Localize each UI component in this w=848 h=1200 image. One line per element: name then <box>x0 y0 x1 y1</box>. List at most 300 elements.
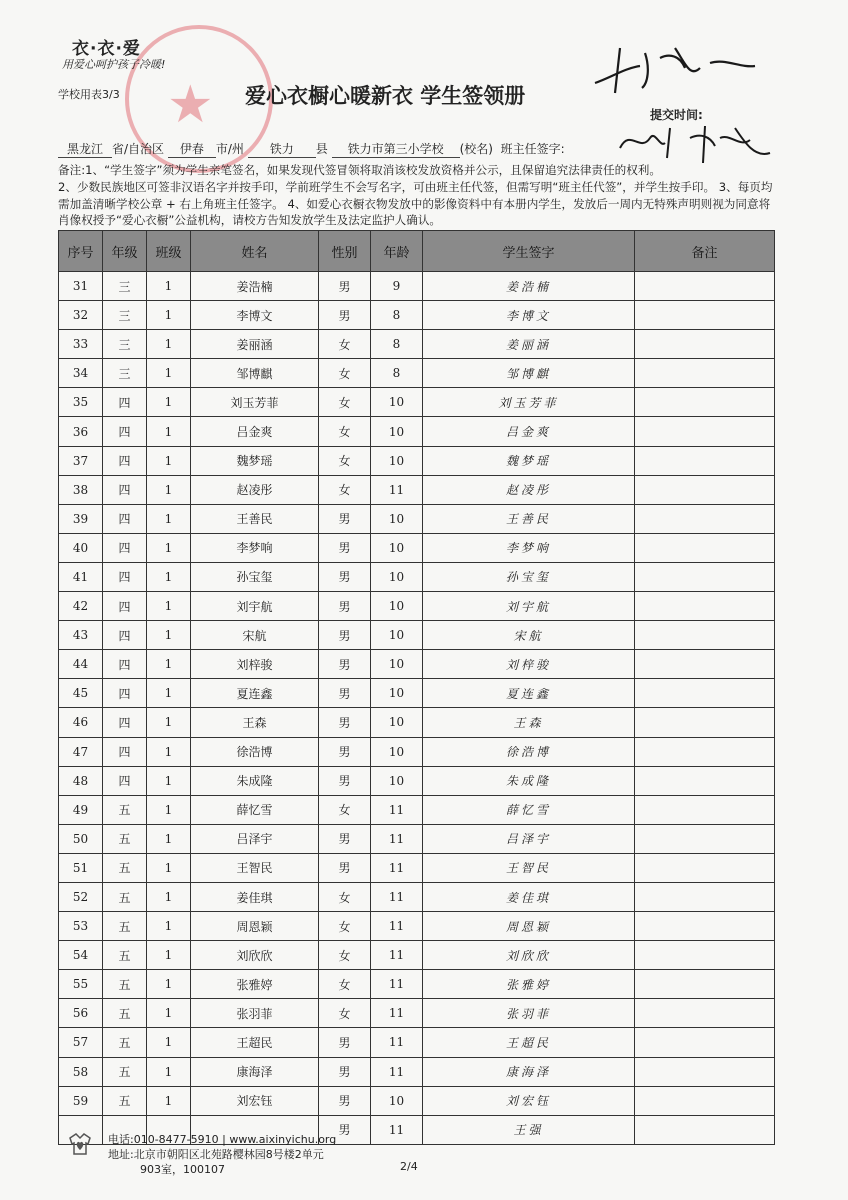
row-number-cell: 32 <box>59 301 103 330</box>
gender-cell: 男 <box>319 737 371 766</box>
remark-cell <box>635 882 775 911</box>
grade-cell: 五 <box>103 795 147 824</box>
gender-cell: 男 <box>319 766 371 795</box>
gender-cell: 女 <box>319 999 371 1028</box>
remark-cell <box>635 388 775 417</box>
table-row <box>59 882 775 911</box>
class-cell: 1 <box>147 533 191 562</box>
grade-cell: 三 <box>103 330 147 359</box>
row-number-cell: 53 <box>59 912 103 941</box>
grade-cell: 四 <box>103 446 147 475</box>
row-number-cell: 57 <box>59 1028 103 1057</box>
grade-cell: 四 <box>103 766 147 795</box>
age-cell: 10 <box>371 533 423 562</box>
age-cell: 10 <box>371 1086 423 1115</box>
grade-cell: 四 <box>103 737 147 766</box>
class-cell: 1 <box>147 795 191 824</box>
student-signature-cell: 吕金爽 <box>423 417 635 446</box>
row-number-cell: 35 <box>59 388 103 417</box>
grade-cell: 四 <box>103 621 147 650</box>
table-row <box>59 330 775 359</box>
class-cell: 1 <box>147 1086 191 1115</box>
remark-cell <box>635 766 775 795</box>
remark-cell <box>635 446 775 475</box>
class-cell: 1 <box>147 301 191 330</box>
row-number-cell: 47 <box>59 737 103 766</box>
row-number-cell: 52 <box>59 882 103 911</box>
column-header: 学生签字 <box>423 231 635 272</box>
student-signature-cell: 薛忆雪 <box>423 795 635 824</box>
school-form-label: 学校用表3/3 <box>58 88 120 101</box>
row-number-cell: 49 <box>59 795 103 824</box>
row-number-cell: 38 <box>59 475 103 504</box>
class-cell: 1 <box>147 912 191 941</box>
age-cell: 10 <box>371 679 423 708</box>
note-line: 2、少数民族地区可签非汉语名字并按手印，学前班学生不会写名字，可由班主任代签，但需写明“班主任代签”，并学生按手印。 3、每页均需加盖清晰学校公章 + 右上角班主任签字。 4、如爱心衣橱衣物发放中的影像资料中有本册内学生，发放后一周内无特殊声明则视为同意将肖像权授予“爱心衣橱”公益机构，请校方告知发放学生及法定监护人确认。 <box>58 179 773 228</box>
remark-cell <box>635 824 775 853</box>
row-number-cell: 58 <box>59 1057 103 1086</box>
student-signature-cell: 姜丽涵 <box>423 330 635 359</box>
table-row <box>59 446 775 475</box>
remark-cell <box>635 650 775 679</box>
gender-cell: 男 <box>319 708 371 737</box>
student-name-cell: 刘宏钰 <box>191 1086 319 1115</box>
age-cell: 11 <box>371 824 423 853</box>
grade-cell: 五 <box>103 912 147 941</box>
district-value: 铁力 <box>248 140 316 158</box>
class-cell: 1 <box>147 621 191 650</box>
age-cell: 10 <box>371 504 423 533</box>
gender-cell: 男 <box>319 1057 371 1086</box>
row-number-cell: 31 <box>59 272 103 301</box>
student-name-cell: 康海泽 <box>191 1057 319 1086</box>
table-row <box>59 650 775 679</box>
class-cell: 1 <box>147 941 191 970</box>
table-row <box>59 795 775 824</box>
table-row <box>59 388 775 417</box>
row-number-cell: 36 <box>59 417 103 446</box>
table-row <box>59 708 775 737</box>
city-value: 伊春 <box>168 140 216 158</box>
teacher-signature-top <box>590 38 760 98</box>
remark-cell <box>635 1086 775 1115</box>
student-name-cell: 宋航 <box>191 621 319 650</box>
age-cell: 11 <box>371 475 423 504</box>
grade-cell: 五 <box>103 1057 147 1086</box>
province-suffix: 省/自治区 <box>112 142 165 156</box>
province-value: 黑龙江 <box>58 140 112 158</box>
table-row <box>59 272 775 301</box>
class-cell: 1 <box>147 272 191 301</box>
column-header: 班级 <box>147 231 191 272</box>
gender-cell: 男 <box>319 272 371 301</box>
student-signature-cell: 刘宏钰 <box>423 1086 635 1115</box>
row-number-cell: 46 <box>59 708 103 737</box>
age-cell: 10 <box>371 737 423 766</box>
gender-cell: 女 <box>319 970 371 999</box>
remark-cell <box>635 708 775 737</box>
gender-cell: 女 <box>319 388 371 417</box>
age-cell: 11 <box>371 912 423 941</box>
grade-cell: 四 <box>103 417 147 446</box>
student-name-cell: 姜丽涵 <box>191 330 319 359</box>
gender-cell: 男 <box>319 621 371 650</box>
remark-cell <box>635 592 775 621</box>
student-signature-cell: 张雅婷 <box>423 970 635 999</box>
class-cell: 1 <box>147 853 191 882</box>
row-number-cell: 40 <box>59 533 103 562</box>
gender-cell: 男 <box>319 1115 371 1144</box>
row-number-cell: 43 <box>59 621 103 650</box>
student-name-cell: 刘梓骏 <box>191 650 319 679</box>
student-signature-cell: 吕泽宇 <box>423 824 635 853</box>
gender-cell: 男 <box>319 853 371 882</box>
class-cell: 1 <box>147 737 191 766</box>
student-signature-cell: 夏连鑫 <box>423 679 635 708</box>
star-icon: ★ <box>167 75 214 135</box>
grade-cell: 三 <box>103 359 147 388</box>
page-title: 爱心衣橱心暖新衣 学生签领册 <box>245 84 526 108</box>
column-header: 姓名 <box>191 231 319 272</box>
remark-cell <box>635 562 775 591</box>
student-signature-cell: 康海泽 <box>423 1057 635 1086</box>
gender-cell: 女 <box>319 330 371 359</box>
grade-cell: 四 <box>103 708 147 737</box>
table-row <box>59 766 775 795</box>
class-cell: 1 <box>147 708 191 737</box>
footer-address-line2: 903室，100107 <box>140 1163 225 1176</box>
student-name-cell: 朱成隆 <box>191 766 319 795</box>
age-cell: 9 <box>371 272 423 301</box>
row-number-cell: 42 <box>59 592 103 621</box>
remark-cell <box>635 912 775 941</box>
remark-cell <box>635 1028 775 1057</box>
remark-cell <box>635 621 775 650</box>
table-row <box>59 359 775 388</box>
table-row <box>59 533 775 562</box>
gender-cell: 女 <box>319 359 371 388</box>
gender-cell: 男 <box>319 504 371 533</box>
student-signature-cell: 宋航 <box>423 621 635 650</box>
student-signature-cell: 李梦响 <box>423 533 635 562</box>
grade-cell: 五 <box>103 999 147 1028</box>
column-header: 性别 <box>319 231 371 272</box>
school-value: 铁力市第三小学校 <box>332 140 460 158</box>
gender-cell: 女 <box>319 882 371 911</box>
table-row <box>59 970 775 999</box>
age-cell: 8 <box>371 301 423 330</box>
gender-cell: 女 <box>319 795 371 824</box>
student-signature-cell: 周恩颖 <box>423 912 635 941</box>
note-line: 备注:1、“学生签字”须为学生亲笔签名，如果发现代签冒领将取消该校发放资格并公示，且保留追究法律责任的权利。 <box>58 163 661 177</box>
student-signature-cell: 孙宝玺 <box>423 562 635 591</box>
student-name-cell: 李博文 <box>191 301 319 330</box>
student-signature-cell: 王善民 <box>423 504 635 533</box>
remark-cell <box>635 999 775 1028</box>
age-cell: 10 <box>371 446 423 475</box>
table-row <box>59 592 775 621</box>
age-cell: 11 <box>371 941 423 970</box>
gender-cell: 女 <box>319 941 371 970</box>
remark-cell <box>635 330 775 359</box>
remark-cell <box>635 795 775 824</box>
gender-cell: 男 <box>319 533 371 562</box>
grade-cell: 五 <box>103 882 147 911</box>
student-signature-cell: 魏梦瑶 <box>423 446 635 475</box>
row-number-cell: 33 <box>59 330 103 359</box>
column-header: 备注 <box>635 231 775 272</box>
student-signature-cell: 刘梓骏 <box>423 650 635 679</box>
student-name-cell: 魏梦瑶 <box>191 446 319 475</box>
remark-cell <box>635 272 775 301</box>
footer-address: 地址:北京市朝阳区北苑路樱林园8号楼2单元 <box>108 1148 324 1161</box>
table-row <box>59 562 775 591</box>
class-cell: 1 <box>147 330 191 359</box>
student-signature-cell: 王超民 <box>423 1028 635 1057</box>
class-cell: 1 <box>147 446 191 475</box>
student-name-cell: 王森 <box>191 708 319 737</box>
student-signature-cell: 王智民 <box>423 853 635 882</box>
student-signature-cell: 朱成隆 <box>423 766 635 795</box>
student-roster-table <box>58 230 775 1145</box>
age-cell: 10 <box>371 766 423 795</box>
student-name-cell: 王善民 <box>191 504 319 533</box>
table-row <box>59 941 775 970</box>
student-name-cell: 吕金爽 <box>191 417 319 446</box>
gender-cell: 男 <box>319 824 371 853</box>
remark-cell <box>635 1115 775 1144</box>
row-number-cell: 45 <box>59 679 103 708</box>
row-number-cell: 54 <box>59 941 103 970</box>
age-cell: 10 <box>371 592 423 621</box>
row-number-cell: 37 <box>59 446 103 475</box>
class-cell: 1 <box>147 970 191 999</box>
grade-cell: 四 <box>103 679 147 708</box>
table-row <box>59 737 775 766</box>
district-suffix: 县 <box>315 142 328 156</box>
grade-cell: 四 <box>103 475 147 504</box>
gender-cell: 男 <box>319 650 371 679</box>
page-number: 2/4 <box>400 1160 418 1173</box>
class-cell: 1 <box>147 679 191 708</box>
row-number-cell: 41 <box>59 562 103 591</box>
age-cell: 11 <box>371 795 423 824</box>
grade-cell: 五 <box>103 853 147 882</box>
student-signature-cell: 赵凌彤 <box>423 475 635 504</box>
table-row <box>59 679 775 708</box>
age-cell: 10 <box>371 388 423 417</box>
gender-cell: 男 <box>319 592 371 621</box>
teacher-signature <box>615 118 775 168</box>
age-cell: 10 <box>371 562 423 591</box>
gender-cell: 男 <box>319 1028 371 1057</box>
row-number-cell: 34 <box>59 359 103 388</box>
logo-title: 衣·衣·爱 <box>72 39 141 59</box>
gender-cell: 女 <box>319 417 371 446</box>
column-header: 序号 <box>59 231 103 272</box>
row-number-cell: 39 <box>59 504 103 533</box>
remark-cell <box>635 1057 775 1086</box>
gender-cell: 男 <box>319 562 371 591</box>
remark-cell <box>635 737 775 766</box>
remark-cell <box>635 359 775 388</box>
student-name-cell: 姜浩楠 <box>191 272 319 301</box>
class-cell: 1 <box>147 1028 191 1057</box>
gender-cell: 男 <box>319 679 371 708</box>
class-cell: 1 <box>147 388 191 417</box>
student-name-cell: 徐浩博 <box>191 737 319 766</box>
age-cell: 11 <box>371 970 423 999</box>
city-suffix: 市/州 <box>215 142 244 156</box>
row-number-cell: 56 <box>59 999 103 1028</box>
student-name-cell: 薛忆雪 <box>191 795 319 824</box>
remark-cell <box>635 301 775 330</box>
class-cell: 1 <box>147 882 191 911</box>
grade-cell: 三 <box>103 301 147 330</box>
age-cell: 11 <box>371 882 423 911</box>
student-name-cell: 李梦响 <box>191 533 319 562</box>
age-cell: 8 <box>371 359 423 388</box>
grade-cell: 五 <box>103 970 147 999</box>
grade-cell: 五 <box>103 1086 147 1115</box>
teacher-sign-label: 班主任签字: <box>500 142 565 156</box>
logo-slogan: 用爱心呵护孩子冷暖! <box>62 58 166 71</box>
row-number-cell: 55 <box>59 970 103 999</box>
row-number-cell: 59 <box>59 1086 103 1115</box>
row-number-cell: 50 <box>59 824 103 853</box>
age-cell: 10 <box>371 650 423 679</box>
grade-cell: 五 <box>103 1028 147 1057</box>
age-cell: 10 <box>371 417 423 446</box>
age-cell: 10 <box>371 621 423 650</box>
table-row <box>59 504 775 533</box>
grade-cell: 五 <box>103 941 147 970</box>
student-name-cell: 王超民 <box>191 1028 319 1057</box>
class-cell: 1 <box>147 475 191 504</box>
footer-phone: 电话:010-8477-5910 | www.aixinyichu.org <box>108 1133 337 1146</box>
student-signature-cell: 姜佳琪 <box>423 882 635 911</box>
grade-cell: 三 <box>103 272 147 301</box>
remark-cell <box>635 679 775 708</box>
grade-cell: 四 <box>103 650 147 679</box>
remark-cell <box>635 970 775 999</box>
grade-cell: 四 <box>103 504 147 533</box>
student-name-cell: 邹博麒 <box>191 359 319 388</box>
student-name-cell: 吕泽宇 <box>191 824 319 853</box>
remark-cell <box>635 475 775 504</box>
remark-cell <box>635 504 775 533</box>
table-row <box>59 1086 775 1115</box>
remark-cell <box>635 853 775 882</box>
class-cell: 1 <box>147 650 191 679</box>
table-row <box>59 912 775 941</box>
grade-cell: 五 <box>103 824 147 853</box>
student-name-cell: 刘宇航 <box>191 592 319 621</box>
student-name-cell: 刘玉芳菲 <box>191 388 319 417</box>
student-name-cell: 孙宝玺 <box>191 562 319 591</box>
row-number-cell: 51 <box>59 853 103 882</box>
column-header: 年级 <box>103 231 147 272</box>
row-number-cell: 44 <box>59 650 103 679</box>
submit-time-label: 提交时间: <box>650 108 703 122</box>
student-name-cell: 张羽菲 <box>191 999 319 1028</box>
student-signature-cell: 姜浩楠 <box>423 272 635 301</box>
remark-cell <box>635 533 775 562</box>
student-signature-cell: 刘欣欣 <box>423 941 635 970</box>
table-header-row <box>59 231 775 272</box>
gender-cell: 男 <box>319 1086 371 1115</box>
table-row <box>59 1028 775 1057</box>
student-signature-cell: 刘宇航 <box>423 592 635 621</box>
gender-cell: 女 <box>319 475 371 504</box>
class-cell: 1 <box>147 824 191 853</box>
student-signature-cell: 王森 <box>423 708 635 737</box>
table-row <box>59 1057 775 1086</box>
student-name-cell: 张雅婷 <box>191 970 319 999</box>
column-header: 年龄 <box>371 231 423 272</box>
gender-cell: 女 <box>319 912 371 941</box>
student-signature-cell: 王强 <box>423 1115 635 1144</box>
age-cell: 11 <box>371 999 423 1028</box>
student-signature-cell: 邹博麒 <box>423 359 635 388</box>
class-cell: 1 <box>147 1057 191 1086</box>
school-suffix: (校名) <box>459 142 493 156</box>
grade-cell: 四 <box>103 388 147 417</box>
org-logo-icon <box>66 1130 94 1158</box>
age-cell: 10 <box>371 708 423 737</box>
age-cell: 11 <box>371 1057 423 1086</box>
table-row <box>59 475 775 504</box>
table-row <box>59 621 775 650</box>
grade-cell: 四 <box>103 592 147 621</box>
table-row <box>59 824 775 853</box>
student-signature-cell: 徐浩博 <box>423 737 635 766</box>
age-cell: 11 <box>371 1115 423 1144</box>
class-cell: 1 <box>147 504 191 533</box>
student-signature-cell: 李博文 <box>423 301 635 330</box>
student-name-cell: 刘欣欣 <box>191 941 319 970</box>
student-signature-cell: 张羽菲 <box>423 999 635 1028</box>
table-row <box>59 999 775 1028</box>
class-cell: 1 <box>147 592 191 621</box>
class-cell: 1 <box>147 562 191 591</box>
remark-cell <box>635 941 775 970</box>
table-row <box>59 417 775 446</box>
notes-block <box>58 162 778 229</box>
table-row <box>59 301 775 330</box>
student-name-cell: 赵凌彤 <box>191 475 319 504</box>
row-number-cell: 48 <box>59 766 103 795</box>
age-cell: 11 <box>371 853 423 882</box>
class-cell: 1 <box>147 417 191 446</box>
student-signature-cell: 刘玉芳菲 <box>423 388 635 417</box>
age-cell: 8 <box>371 330 423 359</box>
remark-cell <box>635 417 775 446</box>
class-cell: 1 <box>147 766 191 795</box>
gender-cell: 男 <box>319 301 371 330</box>
gender-cell: 女 <box>319 446 371 475</box>
age-cell: 11 <box>371 1028 423 1057</box>
class-cell: 1 <box>147 999 191 1028</box>
table-row <box>59 853 775 882</box>
class-cell: 1 <box>147 359 191 388</box>
grade-cell: 四 <box>103 562 147 591</box>
student-name-cell: 姜佳琪 <box>191 882 319 911</box>
student-name-cell: 周恩颖 <box>191 912 319 941</box>
grade-cell: 四 <box>103 533 147 562</box>
student-name-cell: 夏连鑫 <box>191 679 319 708</box>
student-name-cell: 王智民 <box>191 853 319 882</box>
